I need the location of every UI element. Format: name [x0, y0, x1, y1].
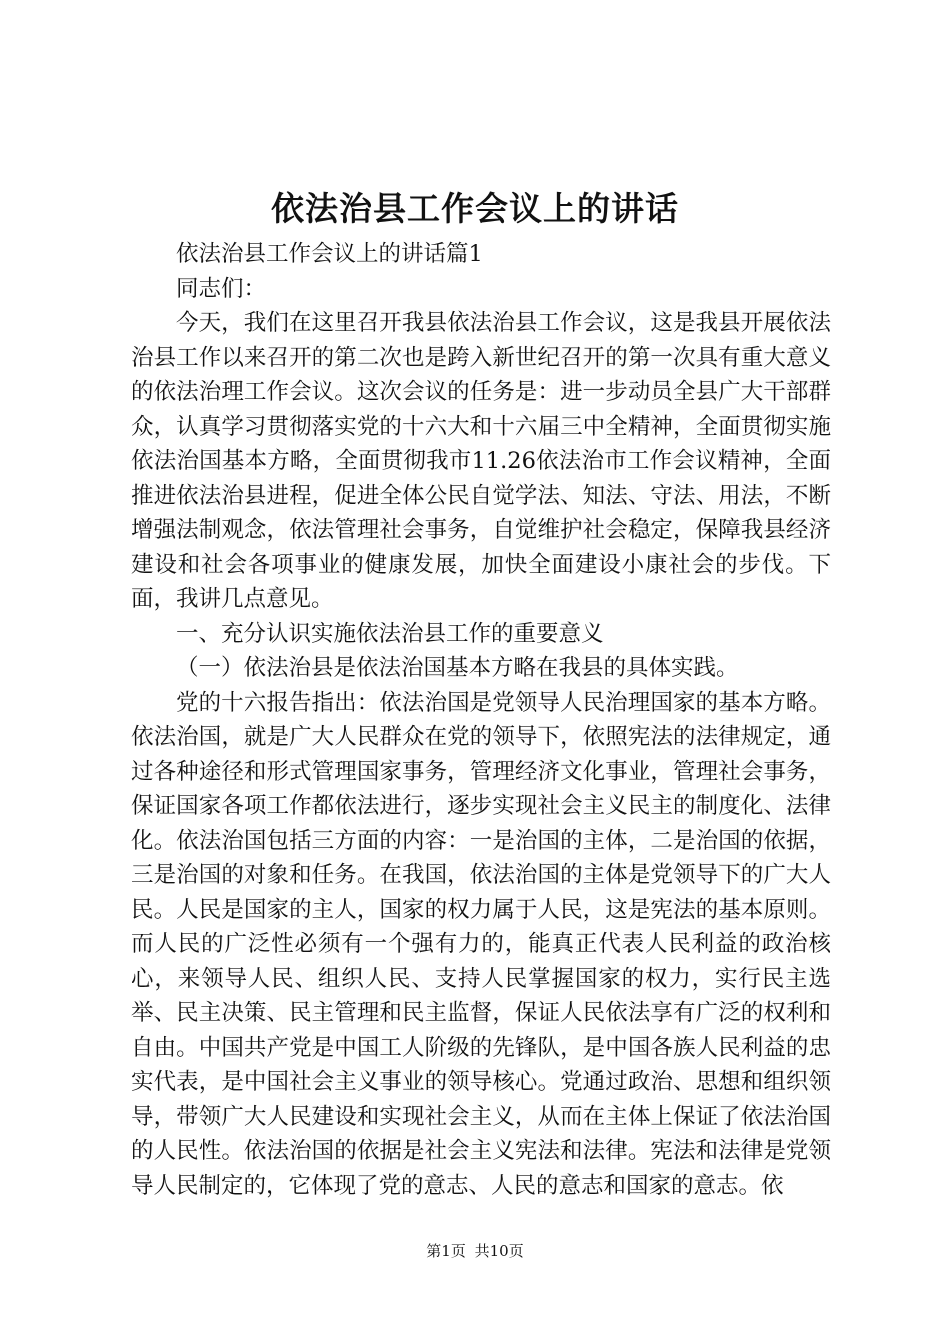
paragraph-salutation: 同志们： — [176, 275, 267, 302]
subsection-heading-1: （一）依法治县是依法治国基本方略在我县的具体实践。 — [176, 655, 739, 681]
document-title: 依法治县工作会议上的讲话 — [271, 189, 679, 228]
document-body — [131, 237, 831, 1203]
paragraph-intro: 今天，我们在这里召开我县依法治县工作会议，这是我县开展依法治县工作以来召开的第二次也是跨入新世纪召开的第一次具有重大意义的依法治理工作会议。这次会议的任务是：进一步动员全县广大干部群众，认真学习贯彻落实党的十六大和十六届三中全精神，全面贯彻实施依法治国基本方略，全面贯彻我市11.26依法治市工作会议精神，全面推进依法治县进程，促进全体公民自觉学法、知法、守法、用法，不断增强法制观念，依法管理社会事务，自觉维护社会稳定，保障我县经济建设和社会各项事业的健康发展，加快全面建设小康社会的步伐。下面，我讲几点意见。 — [131, 310, 831, 612]
page-footer — [0, 1240, 950, 1262]
paragraph-body: 党的十六报告指出：依法治国是党领导人民治理国家的基本方略。依法治国，就是广大人民群众在党的领导下，依照宪法的法律规定，通过各种途径和形式管理国家事务，管理经济文化事业，管理社会事务，保证国家各项工作都依法进行，逐步实现社会主义民主的制度化、法律化。依法治国包括三方面的内容：一是治国的主体，二是治国的依据，三是治国的对象和任务。在我国，依法治国的主体是党领导下的广大人民。人民是国家的主人，国家的权力属于人民，这是宪法的基本原则。而人民的广泛性必须有一个强有力的，能真正代表人民利益的政治核心，来领导人民、组织人民、支持人民掌握国家的权力，实行民主选举、民主决策、民主管理和民主监督，保证人民依法享有广泛的权利和自由。中国共产党是中国工人阶级的先锋队，是中国各族人民利益的忠实代表，是中国社会主义事业的领导核心。党通过政治、思想和组织领导，带领广大人民建设和实现社会主义，从而在主体上保证了依法治国的人民性。依法治国的依据是社会主义宪法和法律。宪法和法律是党领导人民制定的，它体现了党的意志、人民的意志和国家的意志。依 — [131, 689, 831, 1199]
section-heading-1: 一、充分认识实施依法治县工作的重要意义 — [176, 620, 604, 647]
page-number: 第1页 — [426, 1242, 466, 1260]
page-total: 共10页 — [474, 1242, 524, 1260]
paragraph-heading: 依法治县工作会议上的讲话篇1 — [176, 241, 483, 267]
